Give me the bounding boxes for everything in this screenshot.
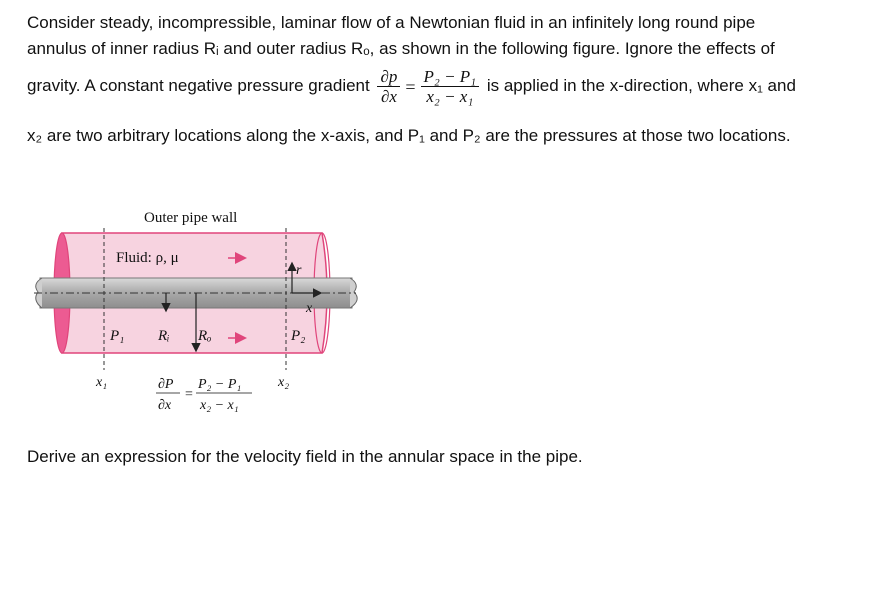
fig-grad-lhs-num: ∂P: [158, 377, 174, 392]
question-text: Derive an expression for the velocity field in the annular space in the pipe.: [27, 447, 583, 466]
gradient-lhs-numerator: ∂p: [377, 67, 400, 87]
fig-grad-rhs-num: P₂ − P₁: [198, 377, 242, 392]
x-label: x: [306, 301, 313, 316]
problem-line-1: Consider steady, incompressible, laminar flow of a Newtonian fluid in an infinitely long round pipe: [27, 13, 756, 32]
gradient-rhs-denominator: x₂ − x₁: [426, 87, 474, 107]
gradient-equals: =: [405, 76, 416, 97]
ri-label: Rᵢ: [158, 328, 170, 344]
x2-label: x₂: [278, 375, 290, 390]
gradient-rhs-numerator: P₂ − P₁: [421, 67, 480, 87]
fluid-label: Fluid: ρ, μ: [116, 250, 179, 266]
gradient-lhs-denominator: ∂x: [380, 87, 397, 107]
outer-wall-label: Outer pipe wall: [144, 210, 238, 226]
fig-grad-rhs-den: x₂ − x₁: [200, 398, 239, 413]
r-label: r: [296, 263, 302, 278]
x1-label: x₁: [96, 375, 108, 390]
line-3-before: gravity. A constant negative pressure gradient: [27, 76, 370, 95]
gradient-rhs-fraction: [421, 67, 480, 106]
problem-line-4: x₂ are two arbitrary locations along the x-axis, and P₁ and P₂ are the pressures at those two locations.: [27, 126, 791, 145]
rod-right-end: [350, 278, 357, 308]
problem-line-3: [27, 66, 857, 107]
annulus-figure: [30, 200, 360, 430]
p2-label: P₂: [291, 328, 306, 344]
line-3-after: is applied in the x-direction, where x₁ and: [486, 76, 796, 95]
fig-grad-equals: =: [185, 387, 193, 402]
ro-label: Rₒ: [198, 328, 212, 344]
problem-line-2: annulus of inner radius Rᵢ and outer radius Rₒ, as shown in the following figure. Ignore the effects of: [27, 39, 775, 58]
fig-grad-lhs-den: ∂x: [158, 398, 172, 413]
gradient-lhs-fraction: [377, 67, 400, 106]
p1-label: P₁: [110, 328, 125, 344]
